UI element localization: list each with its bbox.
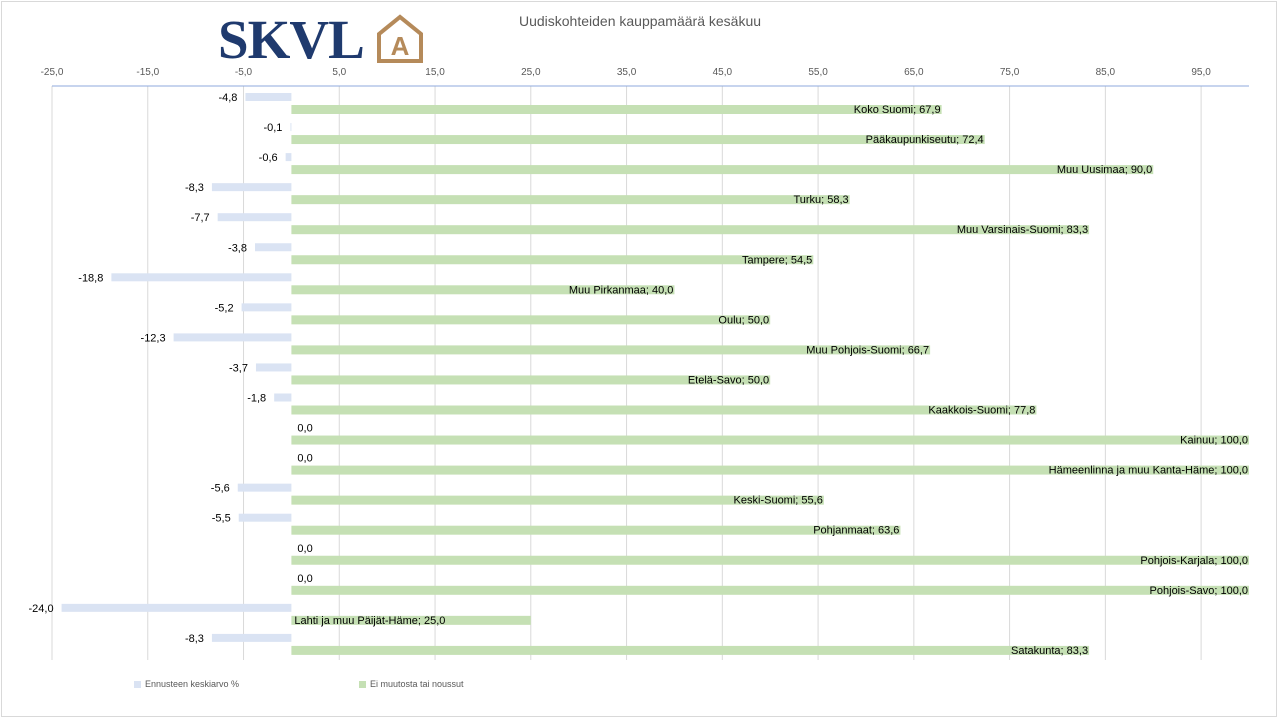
x-tick-label: 15,0	[425, 67, 445, 78]
unchanged-bar	[291, 406, 1036, 415]
unchanged-bar	[291, 314, 770, 327]
unchanged-value-label: Muu Uusimaa; 90,0	[1056, 164, 1153, 177]
forecast-value-label: -1,8	[247, 392, 267, 405]
x-tick-label: 5,0	[332, 67, 347, 78]
unchanged-bar	[291, 164, 1153, 177]
forecast-value-label: 0,0	[297, 422, 313, 435]
forecast-bar	[62, 604, 292, 612]
forecast-bar	[212, 183, 291, 191]
unchanged-value-label: Muu Pirkanmaa; 40,0	[568, 284, 674, 297]
forecast-value-label: -0,1	[263, 122, 283, 135]
forecast-bar	[242, 303, 292, 311]
unchanged-value-label: Pohjois-Karjala; 100,0	[1140, 554, 1248, 567]
x-tick-label: 95,0	[1191, 67, 1211, 78]
unchanged-value-label: Etelä-Savo; 50,0	[687, 374, 770, 387]
forecast-value-label: -5,6	[210, 482, 230, 495]
unchanged-value-label: Kainuu; 100,0	[1180, 434, 1248, 447]
forecast-value-label: -3,7	[229, 362, 248, 375]
unchanged-bar	[291, 436, 1249, 445]
unchanged-value-label: Tampere; 54,5	[741, 254, 813, 267]
unchanged-bar	[291, 526, 900, 535]
unchanged-bar	[291, 194, 849, 207]
x-tick-label: 65,0	[904, 67, 924, 78]
unchanged-value-label: Lahti ja muu Päijät-Häme; 25,0	[294, 614, 446, 627]
unchanged-value-label: Muu Varsinais-Suomi; 83,3	[956, 224, 1089, 237]
forecast-bar	[174, 333, 292, 341]
unchanged-value-label: Turku; 58,3	[793, 194, 849, 207]
x-tick-label: -15,0	[136, 67, 160, 78]
forecast-bar	[111, 273, 291, 281]
unchanged-value-label: Pohjois-Savo; 100,0	[1149, 584, 1248, 597]
unchanged-bar	[291, 254, 813, 267]
forecast-bar	[256, 363, 291, 371]
forecast-bar	[290, 123, 291, 131]
unchanged-bar	[291, 646, 1089, 655]
x-tick-label: 35,0	[616, 67, 637, 78]
unchanged-value-label: Koko Suomi; 67,9	[853, 104, 941, 116]
unchanged-bar	[291, 556, 1249, 565]
forecast-value-label: -3,8	[228, 242, 248, 255]
unchanged-value-label: Kaakkois-Suomi; 77,8	[928, 404, 1036, 417]
logo-mark: A	[390, 31, 410, 61]
unchanged-value-label: Satakunta; 83,3	[1011, 644, 1089, 657]
forecast-bar	[238, 484, 292, 492]
legend-label-unchanged: Ei muutosta tai noussut	[370, 679, 464, 689]
legend-item-forecast	[134, 679, 239, 689]
unchanged-value-label: Keski-Suomi; 55,6	[733, 494, 823, 507]
x-tick-label: 85,0	[1095, 67, 1116, 78]
forecast-bar	[245, 93, 291, 101]
forecast-value-label: -0,6	[258, 152, 278, 165]
forecast-bar	[239, 514, 292, 522]
forecast-bar	[286, 153, 292, 161]
forecast-value-label: -7,7	[190, 212, 210, 225]
forecast-bar	[212, 634, 291, 642]
forecast-value-label: -5,2	[214, 302, 234, 315]
data-labels	[28, 92, 1248, 657]
legend-swatch-unchanged	[359, 681, 366, 688]
forecast-value-label: -24,0	[28, 602, 54, 615]
unchanged-bar	[291, 586, 1249, 595]
forecast-value-label: 0,0	[297, 452, 313, 465]
forecast-value-label: -4,8	[218, 92, 238, 104]
forecast-value-label: -8,3	[184, 182, 204, 195]
logo-text: SKVL	[218, 9, 364, 70]
unchanged-value-label: Hämeenlinna ja muu Kanta-Häme; 100,0	[1048, 464, 1248, 477]
unchanged-bar	[291, 105, 941, 114]
x-axis	[41, 67, 1249, 86]
forecast-value-label: 0,0	[297, 542, 313, 555]
legend-item-unchanged	[359, 679, 464, 689]
forecast-value-label: -12,3	[140, 332, 166, 345]
unchanged-value-label: Pohjanmaat; 63,6	[813, 524, 900, 537]
unchanged-value-label: Pääkaupunkiseutu; 72,4	[865, 134, 984, 147]
x-tick-label: -25,0	[40, 67, 64, 78]
forecast-value-label: 0,0	[297, 572, 313, 585]
legend-label-forecast: Ennusteen keskiarvo %	[145, 679, 240, 689]
forecast-value-label: -8,3	[184, 632, 204, 645]
forecast-value-label: -5,5	[211, 512, 231, 525]
x-tick-label: -5,0	[234, 67, 253, 78]
legend-swatch-forecast	[134, 681, 141, 688]
unchanged-value-label: Muu Pohjois-Suomi; 66,7	[806, 344, 930, 357]
x-tick-label: 25,0	[521, 67, 541, 78]
chart-title-text: Uudiskohteiden kauppamäärä kesäkuu	[518, 13, 762, 29]
forecast-bar	[274, 394, 291, 402]
unchanged-value-label: Oulu; 50,0	[718, 314, 770, 327]
forecast-bar	[255, 243, 291, 251]
forecast-bar	[218, 213, 292, 221]
x-tick-label: 75,0	[999, 67, 1020, 78]
forecast-value-label: -18,8	[78, 272, 104, 285]
x-tick-label: 55,0	[808, 67, 828, 78]
x-tick-label: 45,0	[712, 67, 733, 78]
